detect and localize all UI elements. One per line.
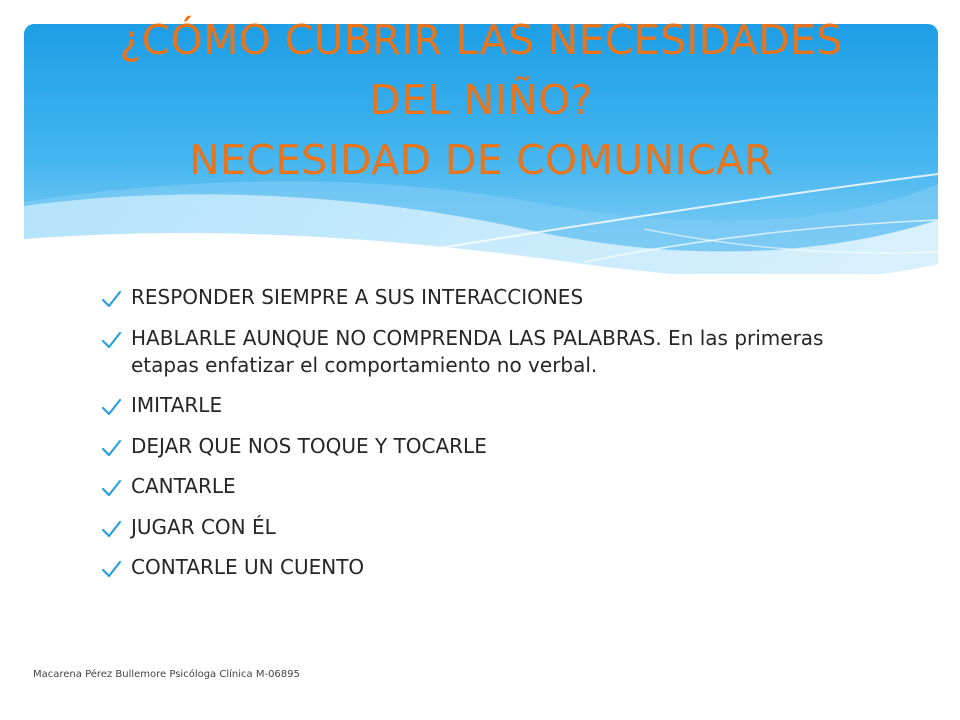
bullet-text: CANTARLE [131,474,236,498]
bullet-text: RESPONDER SIEMPRE A SUS INTERACCIONES [131,285,584,309]
bullet-text: HABLARLE AUNQUE NO COMPRENDA LAS PALABRAS. En las primeras etapas enfatizar el comportamiento no verbal. [131,325,824,377]
checkmark-icon [100,288,122,310]
list-item [100,325,880,379]
checkmark-icon [100,477,122,499]
title-line: DEL NIÑO? [369,76,593,124]
list-item [100,433,880,460]
checkmark-icon [100,437,122,459]
list-item [100,392,880,419]
title-line: NECESIDAD DE COMUNICAR [188,136,774,184]
checkmark-icon [100,518,122,540]
bullet-list [100,284,880,595]
list-item [100,514,880,541]
bullet-text: JUGAR CON ÉL [131,514,276,539]
bullet-text: IMITARLE [131,393,223,417]
checkmark-icon [100,396,122,418]
list-item [100,473,880,500]
list-item [100,284,880,311]
slide-title [24,10,938,190]
title-line: ¿CÓMO CUBRIR LAS NECESIDADES [119,16,843,64]
footer-credit: Macarena Pérez Bullemore Psicóloga Clínica M-06895 [33,669,300,680]
checkmark-icon [100,329,122,351]
bullet-text: CONTARLE UN CUENTO [131,555,365,579]
bullet-text: DEJAR QUE NOS TOQUE Y TOCARLE [131,433,487,458]
checkmark-icon [100,558,122,580]
list-item [100,554,880,581]
